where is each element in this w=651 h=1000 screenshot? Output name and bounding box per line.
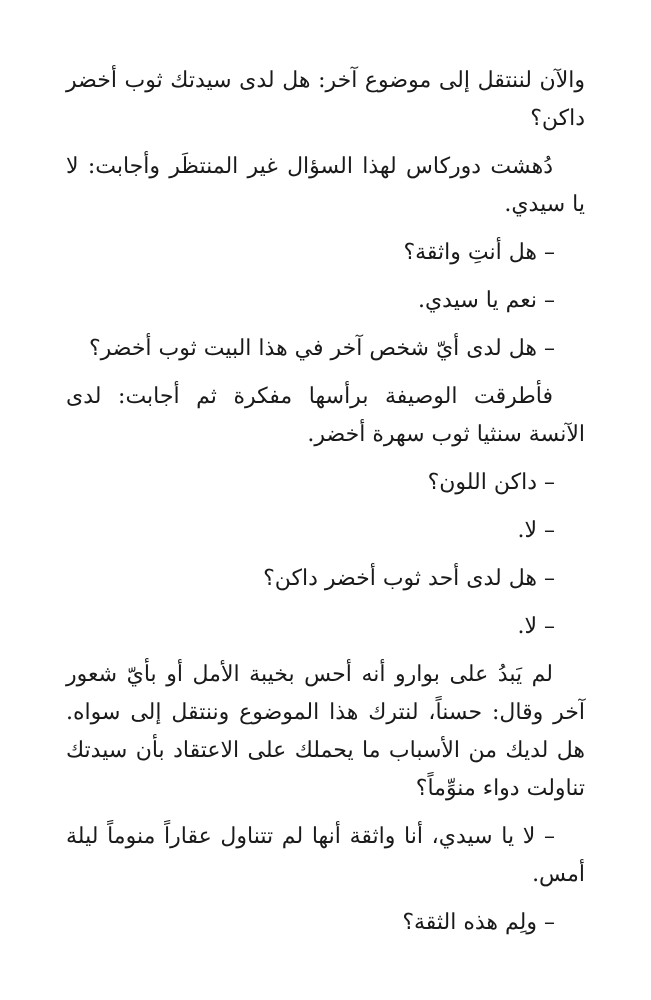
dialogue-line-3: – هل لدى أيّ شخص آخر في هذا البيت ثوب أخضر؟ — [88, 336, 555, 361]
dialogue-line-8: – لا يا سيدي، أنا واثقة أنها لم تتناول عقاراً منوماً ليلة أمس. — [66, 824, 585, 887]
paragraph-2: دُهشت دوركاس لهذا السؤال غير المنتظَر وأجابت: لا يا سيدي. — [66, 154, 585, 217]
paragraph-1: والآن لننتقل إلى موضوع آخر: هل لدى سيدتك ثوب أخضر داكن؟ — [66, 68, 585, 131]
dialogue-line-5: – لا. — [517, 518, 555, 543]
book-page — [66, 62, 585, 952]
dialogue-line-6: – هل لدى أحد ثوب أخضر داكن؟ — [263, 566, 555, 591]
dialogue-line-4: – داكن اللون؟ — [427, 470, 555, 495]
dialogue-line-7: – لا. — [517, 614, 555, 639]
dialogue-line-1: – هل أنتِ واثقة؟ — [403, 240, 555, 265]
paragraph-4: لم يَبدُ على بوارو أنه أحس بخيبة الأمل أو بأيّ شعور آخر وقال: حسناً، لنترك هذا الموضوع وننتقل إلى سواه. هل لديك من الأسباب ما يحملك على الاعتقاد بأن سيدتك تناولت دواء منوِّماً؟ — [66, 662, 585, 801]
dialogue-line-2: – نعم يا سيدي. — [417, 288, 555, 313]
dialogue-line-9: – ولِم هذه الثقة؟ — [402, 910, 555, 935]
paragraph-3: فأطرقت الوصيفة برأسها مفكرة ثم أجابت: لدى الآنسة سنثيا ثوب سهرة أخضر. — [66, 384, 585, 447]
